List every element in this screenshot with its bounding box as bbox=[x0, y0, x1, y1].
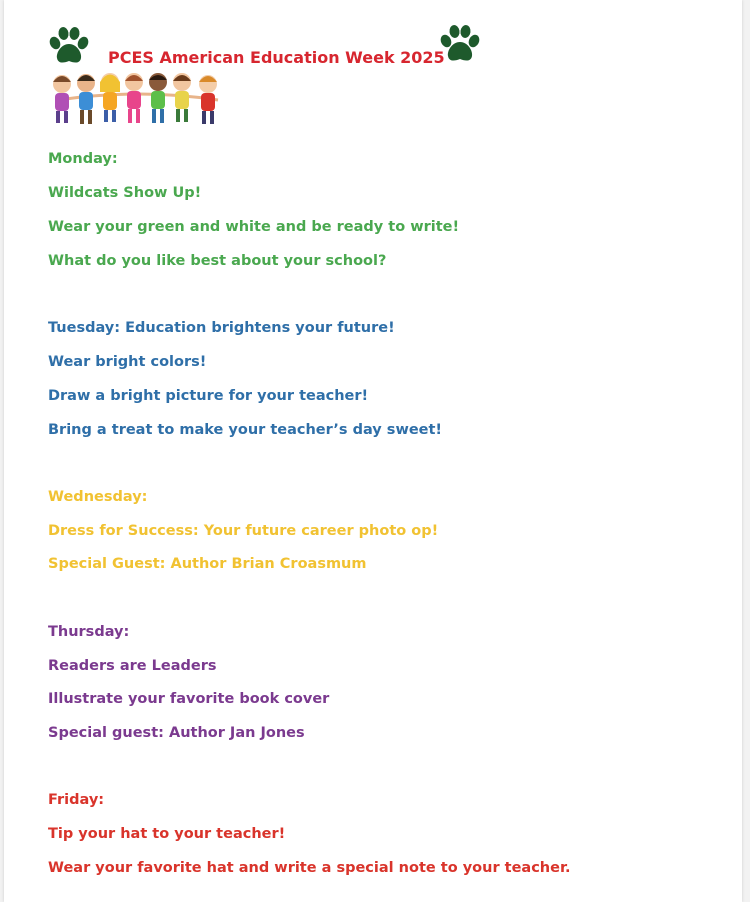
monday-line: Wear your green and white and be ready to write! bbox=[48, 219, 460, 235]
paw-print-icon bbox=[48, 26, 90, 66]
tuesday-line: Wear bright colors! bbox=[48, 354, 207, 370]
wednesday-line: Dress for Success: Your future career photo op! bbox=[48, 523, 439, 539]
tuesday-heading: Tuesday: Education brightens your future! bbox=[48, 320, 395, 336]
friday-heading: Friday: bbox=[48, 792, 105, 808]
paw-print-icon bbox=[439, 24, 481, 64]
children-holding-hands-illustration bbox=[48, 70, 226, 134]
thursday-line: Illustrate your favorite book cover bbox=[48, 691, 330, 707]
monday-line: What do you like best about your school? bbox=[48, 253, 387, 269]
flyer-page bbox=[4, 0, 742, 902]
monday-line: Wildcats Show Up! bbox=[48, 185, 202, 201]
page-title: PCES American Education Week 2025 bbox=[108, 48, 445, 67]
wednesday-line: Special Guest: Author Brian Croasmum bbox=[48, 556, 367, 572]
thursday-line: Special guest: Author Jan Jones bbox=[48, 725, 305, 741]
wednesday-heading: Wednesday: bbox=[48, 489, 148, 505]
thursday-heading: Thursday: bbox=[48, 624, 130, 640]
friday-line: Tip your hat to your teacher! bbox=[48, 826, 286, 842]
monday-heading: Monday: bbox=[48, 151, 118, 167]
tuesday-line: Draw a bright picture for your teacher! bbox=[48, 388, 369, 404]
tuesday-line: Bring a treat to make your teacher’s day sweet! bbox=[48, 422, 443, 438]
thursday-line: Readers are Leaders bbox=[48, 658, 217, 674]
friday-line: Wear your favorite hat and write a special note to your teacher. bbox=[48, 860, 571, 876]
